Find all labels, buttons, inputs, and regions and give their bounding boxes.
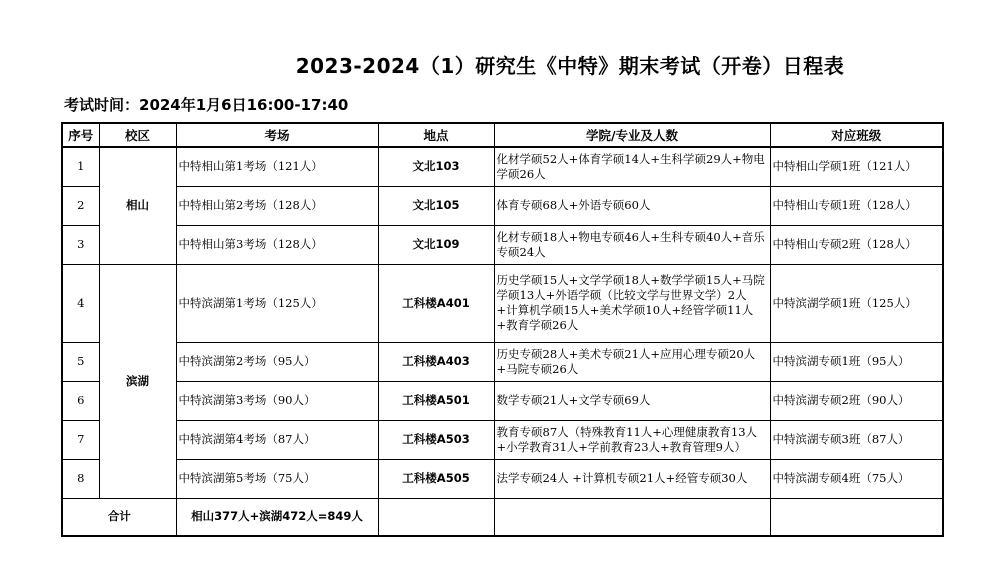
row-index: 1 (62, 147, 99, 186)
table-row (62, 264, 943, 342)
row-index: 6 (62, 381, 99, 420)
row-college: 历史专硕28人+美术专硕21人+应用心理专硕20人+马院专硕26人 (494, 342, 770, 381)
row-location: 工科楼A503 (378, 420, 494, 459)
row-college: 法学专硕24人 +计算机专硕21人+经管专硕30人 (494, 459, 770, 498)
row-college: 体育专硕68人+外语专硕60人 (494, 186, 770, 225)
header-campus: 校区 (99, 123, 176, 147)
row-class: 中特滨湖学硕1班（125人） (770, 264, 943, 342)
table-row (62, 420, 943, 459)
row-college: 教育专硕87人（特殊教育11人+心理健康教育13人+小学教育31人+学前教育23人+教育管理9人） (494, 420, 770, 459)
header-room: 考场 (176, 123, 378, 147)
row-class: 中特滨湖专硕4班（75人） (770, 459, 943, 498)
row-location: 文北103 (378, 147, 494, 186)
row-room: 中特滨湖第2考场（95人） (176, 342, 378, 381)
table-row (62, 147, 943, 186)
row-class: 中特滨湖专硕1班（95人） (770, 342, 943, 381)
row-index: 7 (62, 420, 99, 459)
row-class: 中特滨湖专硕2班（90人） (770, 381, 943, 420)
row-location: 文北109 (378, 225, 494, 264)
row-room: 中特滨湖第1考场（125人） (176, 264, 378, 342)
header-class: 对应班级 (770, 123, 943, 147)
table-row (62, 186, 943, 225)
header-college: 学院/专业及人数 (494, 123, 770, 147)
row-location: 工科楼A403 (378, 342, 494, 381)
total-empty-cell (378, 498, 494, 536)
table-row (62, 381, 943, 420)
row-location: 工科楼A501 (378, 381, 494, 420)
row-room: 中特相山第3考场（128人） (176, 225, 378, 264)
row-index: 5 (62, 342, 99, 381)
header-location: 地点 (378, 123, 494, 147)
total-row (62, 498, 943, 536)
total-empty-cell (494, 498, 770, 536)
row-location: 文北105 (378, 186, 494, 225)
row-room: 中特滨湖第3考场（90人） (176, 381, 378, 420)
row-index: 2 (62, 186, 99, 225)
row-class: 中特相山专硕2班（128人） (770, 225, 943, 264)
table-row (62, 225, 943, 264)
row-location: 工科楼A401 (378, 264, 494, 342)
row-college: 数学专硕21人+文学专硕69人 (494, 381, 770, 420)
exam-time: 考试时间：2024年1月6日16:00-17:40 (64, 96, 349, 114)
total-value: 相山377人+滨湖472人=849人 (176, 498, 378, 536)
row-college: 化材学硕52人+体育学硕14人+生科学硕29人+物电学硕26人 (494, 147, 770, 186)
row-index: 4 (62, 264, 99, 342)
row-room: 中特滨湖第5考场（75人） (176, 459, 378, 498)
row-college: 历史学硕15人+文学学硕18人+数学学硕15人+马院学硕13人+外语学硕（比较文学与世界文学）2人+计算机学硕15人+美术学硕10人+经管学硕11人+教育学硕26人 (494, 264, 770, 342)
table-header-row (62, 123, 943, 147)
row-class: 中特相山专硕1班（128人） (770, 186, 943, 225)
row-college: 化材专硕18人+物电专硕46人+生科专硕40人+音乐专硕24人 (494, 225, 770, 264)
table-row (62, 459, 943, 498)
row-room: 中特相山第1考场（121人） (176, 147, 378, 186)
row-room: 中特相山第2考场（128人） (176, 186, 378, 225)
total-empty-cell (770, 498, 943, 536)
page-title: 2023-2024（1）研究生《中特》期末考试（开卷）日程表 (295, 54, 845, 78)
row-room: 中特滨湖第4考场（87人） (176, 420, 378, 459)
header-index: 序号 (62, 123, 99, 147)
schedule-table (61, 122, 944, 537)
row-class: 中特滨湖专硕3班（87人） (770, 420, 943, 459)
total-label: 合计 (62, 498, 176, 536)
row-location: 工科楼A505 (378, 459, 494, 498)
table-row (62, 342, 943, 381)
row-class: 中特相山学硕1班（121人） (770, 147, 943, 186)
campus-xiangshan: 相山 (99, 147, 176, 264)
row-index: 3 (62, 225, 99, 264)
campus-binhu: 滨湖 (99, 264, 176, 498)
row-index: 8 (62, 459, 99, 498)
